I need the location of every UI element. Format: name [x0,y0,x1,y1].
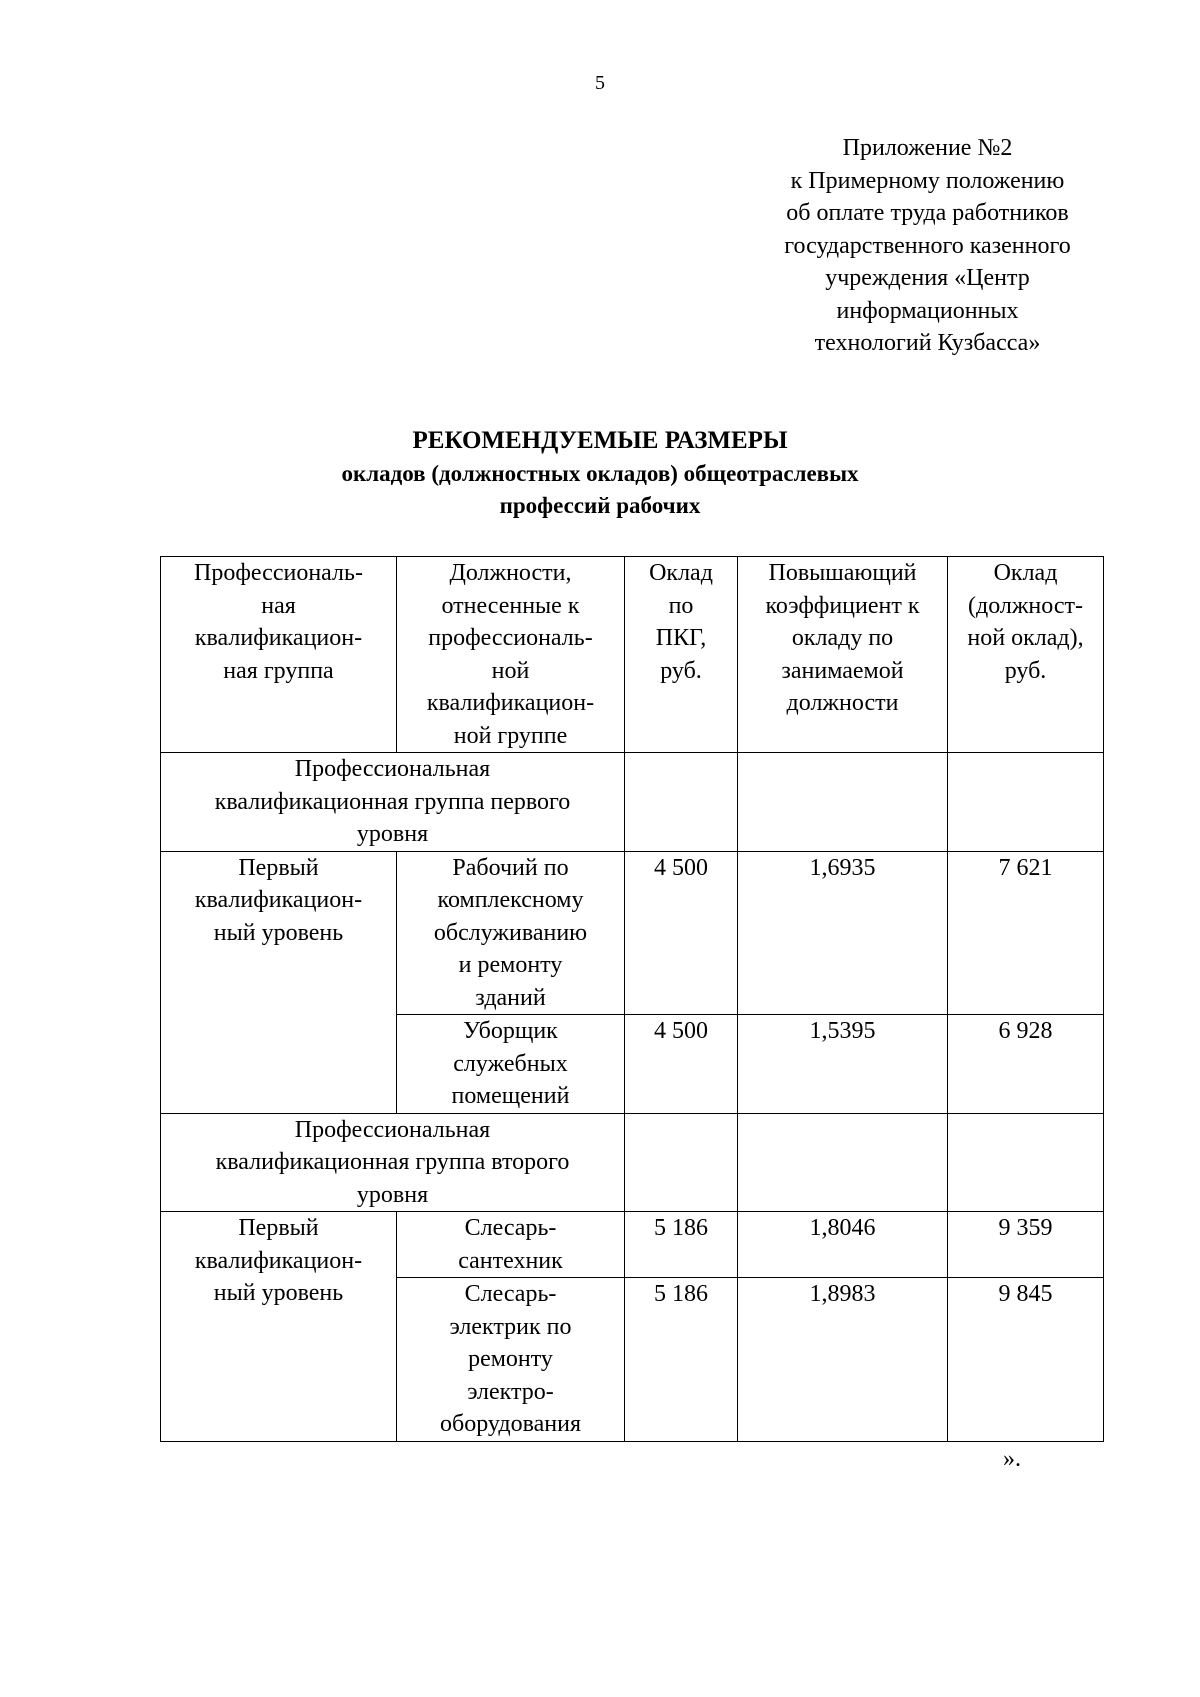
header-positions: Должности, отнесенные к профессиональ- ной квалификацион- ной группе [397,557,625,753]
empty-cell [948,753,1104,852]
qualification-level: Первый квалификацион- ный уровень [161,851,397,1113]
header-qualification-group: Профессиональ- ная квалификацион- ная группа [161,557,397,753]
header-base-salary: Оклад по ПКГ, руб. [625,557,738,753]
heading-subtitle: окладов (должностных окладов) общеотраслевых [341,461,859,486]
empty-cell [738,753,948,852]
coefficient: 1,5395 [738,1015,948,1114]
appendix-line: об оплате труда работников [786,200,1069,226]
base-salary: 5 186 [625,1212,738,1278]
final-salary: 9 845 [948,1278,1104,1442]
group-row [161,753,1104,852]
heading-subtitle-2: профессий рабочих [499,493,701,518]
qualification-level: Первый квалификацион- ный уровень [161,1212,397,1442]
position-name: Слесарь- сантехник [397,1212,625,1278]
appendix-line: учреждения «Центр [825,265,1030,291]
document-heading [0,424,1200,522]
coefficient: 1,8983 [738,1278,948,1442]
coefficient: 1,6935 [738,851,948,1015]
appendix-line: технологий Кузбасса» [814,330,1041,356]
base-salary: 4 500 [625,1015,738,1114]
table-row [161,1212,1104,1278]
header-final-salary: Оклад (должност- ной оклад), руб. [948,557,1104,753]
appendix-line: к Примерному положению [790,167,1065,194]
table-header-row [161,557,1104,753]
empty-cell [738,1113,948,1212]
appendix-line: Приложение №2 [842,135,1013,161]
appendix-line: информационных [836,297,1019,324]
base-salary: 4 500 [625,851,738,1015]
empty-cell [948,1113,1104,1212]
base-salary: 5 186 [625,1278,738,1442]
final-salary: 9 359 [948,1212,1104,1278]
group-title: Профессиональная квалификационная группа второго уровня [161,1113,625,1212]
final-salary: 6 928 [948,1015,1104,1114]
closing-quote: ». [1003,1446,1021,1472]
position-name: Слесарь- электрик по ремонту электро- оборудования [397,1278,625,1442]
group-title: Профессиональная квалификационная группа первого уровня [161,753,625,852]
heading-title: РЕКОМЕНДУЕМЫЕ РАЗМЕРЫ [412,427,788,454]
final-salary: 7 621 [948,851,1104,1015]
coefficient: 1,8046 [738,1212,948,1278]
page-number: 5 [595,72,605,94]
salary-table [160,556,1104,1442]
group-row [161,1113,1104,1212]
empty-cell [625,1113,738,1212]
appendix-note [750,132,1105,360]
position-name: Уборщик служебных помещений [397,1015,625,1114]
appendix-line: государственного казенного [784,232,1071,259]
position-name: Рабочий по комплексному обслуживанию и ремонту зданий [397,851,625,1015]
empty-cell [625,753,738,852]
header-coefficient: Повышающий коэффициент к окладу по занимаемой должности [738,557,948,753]
table-row [161,851,1104,1015]
